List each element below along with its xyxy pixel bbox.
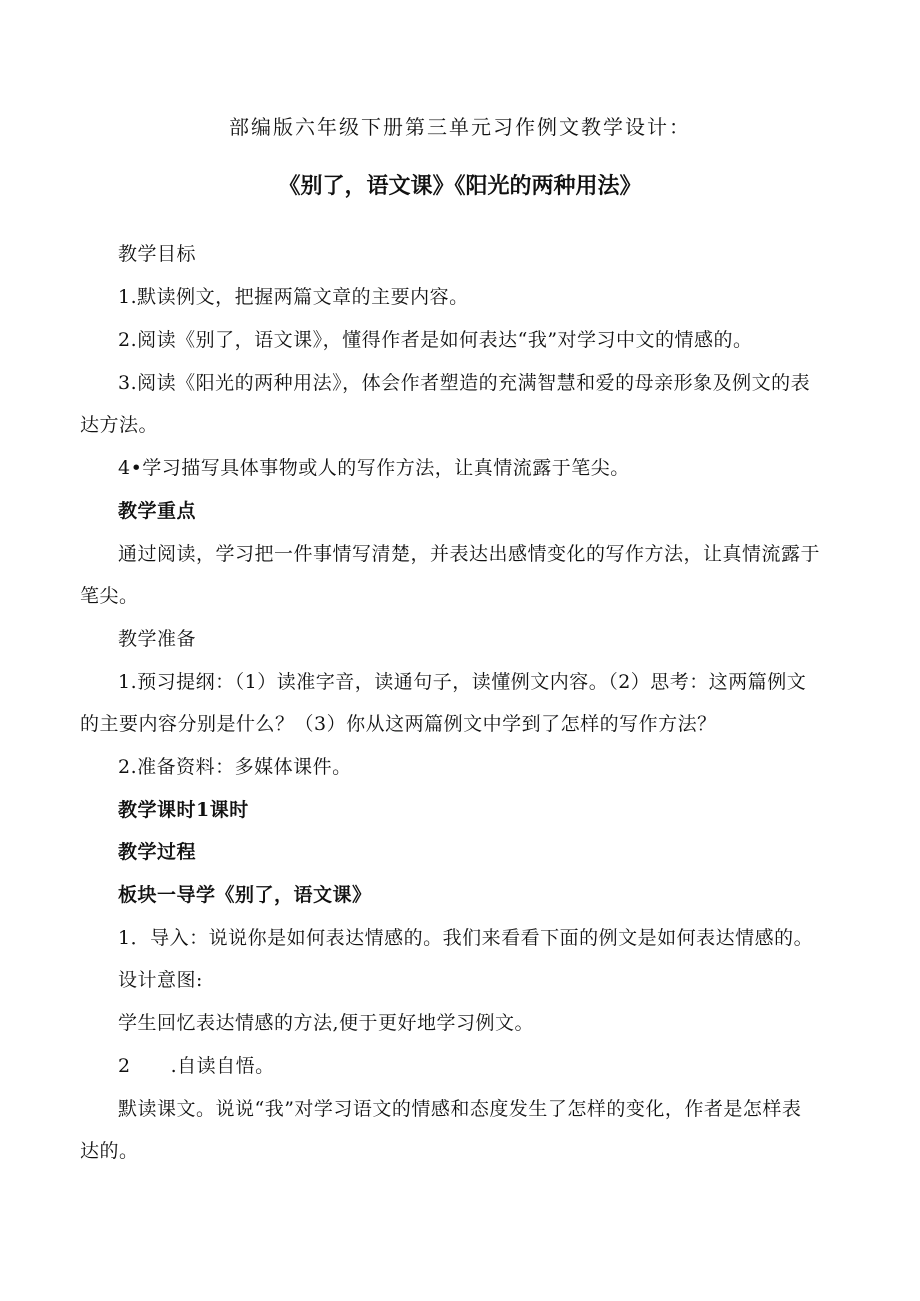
class-periods: 教学课时1课时 <box>118 799 249 821</box>
preparation-heading: 教学准备 <box>118 628 197 650</box>
preparation-2: 2.准备资料：多媒体课件。 <box>118 756 352 778</box>
step-2-text: .自读自悟。 <box>170 1055 275 1077</box>
step-2 <box>118 1051 853 1081</box>
key-points-line1: 通过阅读，学习把一件事情写清楚，并表达出感情变化的写作方法，让真情流露于 <box>118 543 821 565</box>
preparation-1-line1: 1.预习提纲：（1）读准字音，读通句子，读懂例文内容。（2）思考：这两篇例文 <box>118 671 807 693</box>
step-2-number: 2 <box>118 1055 131 1077</box>
preparation-1-line2: 的主要内容分别是什么？（3）你从这两篇例文中学到了怎样的写作方法？ <box>80 713 717 735</box>
objective-1: 1.默读例文，把握两篇文章的主要内容。 <box>118 286 469 308</box>
step-1: 1．导入：说说你是如何表达情感的。我们来看看下面的例文是如何表达情感的。 <box>118 927 814 949</box>
step-2-detail-line2: 达的。 <box>80 1140 139 1162</box>
objective-3-line1: 3.阅读《阳光的两种用法》，体会作者塑造的充满智慧和爱的母亲形象及例文的表 <box>118 372 811 394</box>
key-points-heading: 教学重点 <box>118 500 197 522</box>
design-intent-label: 设计意图: <box>118 969 203 991</box>
document-subtitle: 《别了，语文课》《阳光的两种用法》 <box>278 174 642 199</box>
objective-4: 4•学习描写具体事物或人的写作方法，让真情流露于笔尖。 <box>118 457 630 479</box>
objectives-heading: 教学目标 <box>118 243 197 265</box>
process-heading: 教学过程 <box>118 841 197 863</box>
design-intent-text: 学生回忆表达情感的方法,便于更好地学习例文。 <box>118 1012 535 1034</box>
step-2-detail-line1: 默读课文。说说“我”对学习语文的情感和态度发生了怎样的变化，作者是怎样表 <box>118 1098 802 1120</box>
key-points-line2: 笔尖。 <box>80 585 139 607</box>
objective-2: 2.阅读《别了，语文课》，懂得作者是如何表达“我”对学习中文的情感的。 <box>118 329 753 351</box>
block1-heading: 板块一导学《别了，语文课》 <box>118 884 372 906</box>
document-title: 部编版六年级下册第三单元习作例文教学设计： <box>229 115 691 139</box>
objective-3-line2: 达方法。 <box>80 414 159 436</box>
